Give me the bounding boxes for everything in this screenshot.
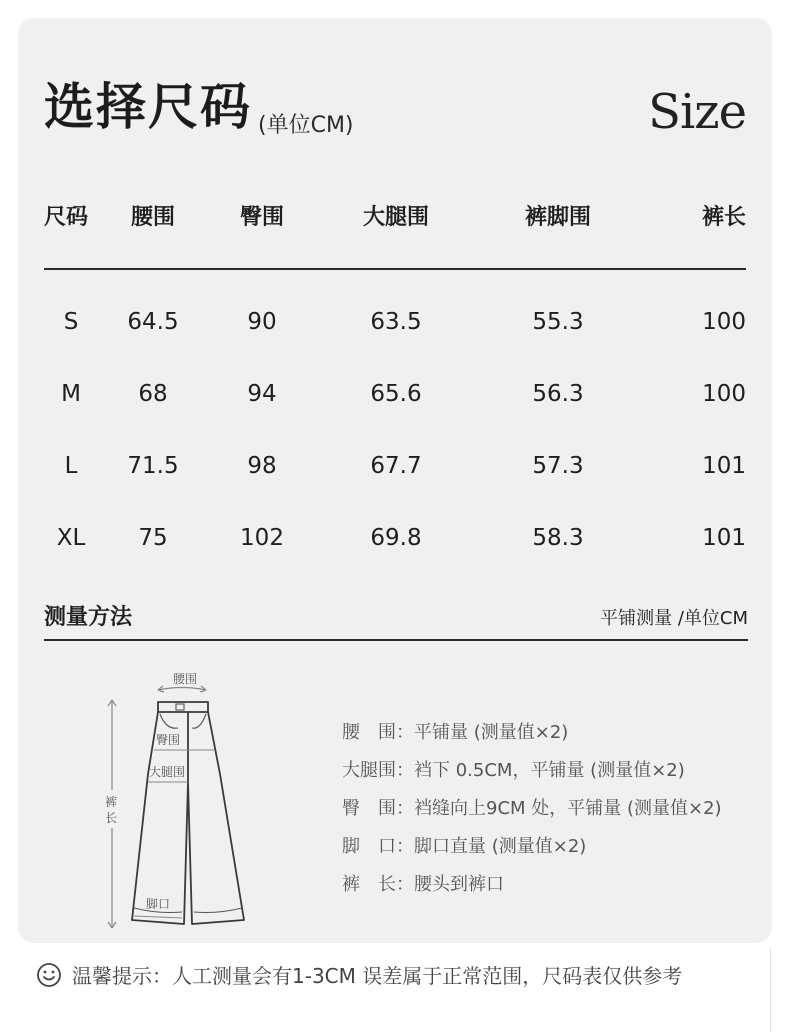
table-rule bbox=[44, 268, 746, 270]
pants-diagram bbox=[96, 664, 266, 936]
waist-label: 腰围 bbox=[173, 672, 198, 686]
waist-cell: 64.5 bbox=[127, 309, 179, 335]
waist-cell: 75 bbox=[138, 525, 168, 551]
waist-cell: 68 bbox=[138, 381, 168, 407]
hip-cell: 94 bbox=[247, 381, 277, 407]
note-length: 裤 长：腰头到裤口 bbox=[342, 874, 504, 895]
pants-outline-icon bbox=[132, 702, 244, 924]
hem-cell: 58.3 bbox=[532, 525, 584, 551]
length-label-bottom: 长 bbox=[105, 811, 118, 825]
measure-notes bbox=[342, 712, 762, 902]
divider bbox=[770, 948, 771, 1032]
table-row bbox=[44, 358, 746, 430]
table-header bbox=[44, 196, 746, 234]
header-hem: 裤脚围 bbox=[524, 204, 591, 230]
header-hip: 臀围 bbox=[239, 204, 284, 230]
length-cell: 101 bbox=[702, 525, 746, 551]
size-cell: M bbox=[61, 381, 81, 407]
size-cell: XL bbox=[56, 525, 86, 551]
size-cell: S bbox=[63, 309, 79, 335]
measure-rule bbox=[44, 639, 748, 641]
size-table bbox=[44, 196, 746, 551]
hip-label: 臀围 bbox=[156, 733, 181, 747]
note-hip: 臀 围：裆缝向上9CM 处，平铺量 (测量值×2) bbox=[342, 798, 722, 819]
length-cell: 100 bbox=[702, 381, 746, 407]
unit-label: (单位CM) bbox=[258, 113, 354, 138]
page-title: 选择尺码 bbox=[44, 78, 252, 136]
measure-title: 测量方法 bbox=[44, 605, 133, 630]
table-row bbox=[44, 286, 746, 358]
thigh-cell: 65.6 bbox=[370, 381, 422, 407]
size-cell: L bbox=[64, 453, 78, 479]
table-row bbox=[44, 502, 746, 574]
thigh-cell: 63.5 bbox=[370, 309, 422, 335]
note-hem: 脚 口：脚口直量 (测量值×2) bbox=[342, 836, 587, 857]
note-waist: 腰 围：平铺量 (测量值×2) bbox=[342, 722, 569, 743]
length-cell: 101 bbox=[702, 453, 746, 479]
length-cell: 100 bbox=[702, 309, 746, 335]
thigh-cell: 67.7 bbox=[370, 453, 422, 479]
thigh-label: 大腿围 bbox=[149, 765, 186, 779]
waist-cell: 71.5 bbox=[127, 453, 179, 479]
hem-label: 脚口 bbox=[146, 897, 171, 911]
size-word: Size bbox=[648, 84, 746, 140]
hip-cell: 98 bbox=[247, 453, 277, 479]
tip-bar bbox=[36, 960, 682, 989]
header-length: 裤长 bbox=[701, 204, 746, 230]
header-waist: 腰围 bbox=[130, 204, 175, 230]
hem-cell: 55.3 bbox=[532, 309, 584, 335]
hem-cell: 56.3 bbox=[532, 381, 584, 407]
smiley-icon bbox=[36, 962, 62, 988]
table-row bbox=[44, 430, 746, 502]
hem-cell: 57.3 bbox=[532, 453, 584, 479]
hip-cell: 90 bbox=[247, 309, 277, 335]
note-thigh: 大腿围：裆下 0.5CM，平铺量 (测量值×2) bbox=[342, 760, 685, 781]
measure-unit-label: 平铺测量 /单位CM bbox=[600, 608, 748, 629]
thigh-cell: 69.8 bbox=[370, 525, 422, 551]
length-label-top: 裤 bbox=[105, 795, 118, 809]
hip-cell: 102 bbox=[240, 525, 284, 551]
header-thigh: 大腿围 bbox=[362, 204, 429, 230]
waist-arrow-icon bbox=[158, 688, 206, 691]
tip-text: 温馨提示：人工测量会有1-3CM 误差属于正常范围，尺码表仅供参考 bbox=[72, 964, 683, 988]
header-size: 尺码 bbox=[44, 204, 89, 230]
